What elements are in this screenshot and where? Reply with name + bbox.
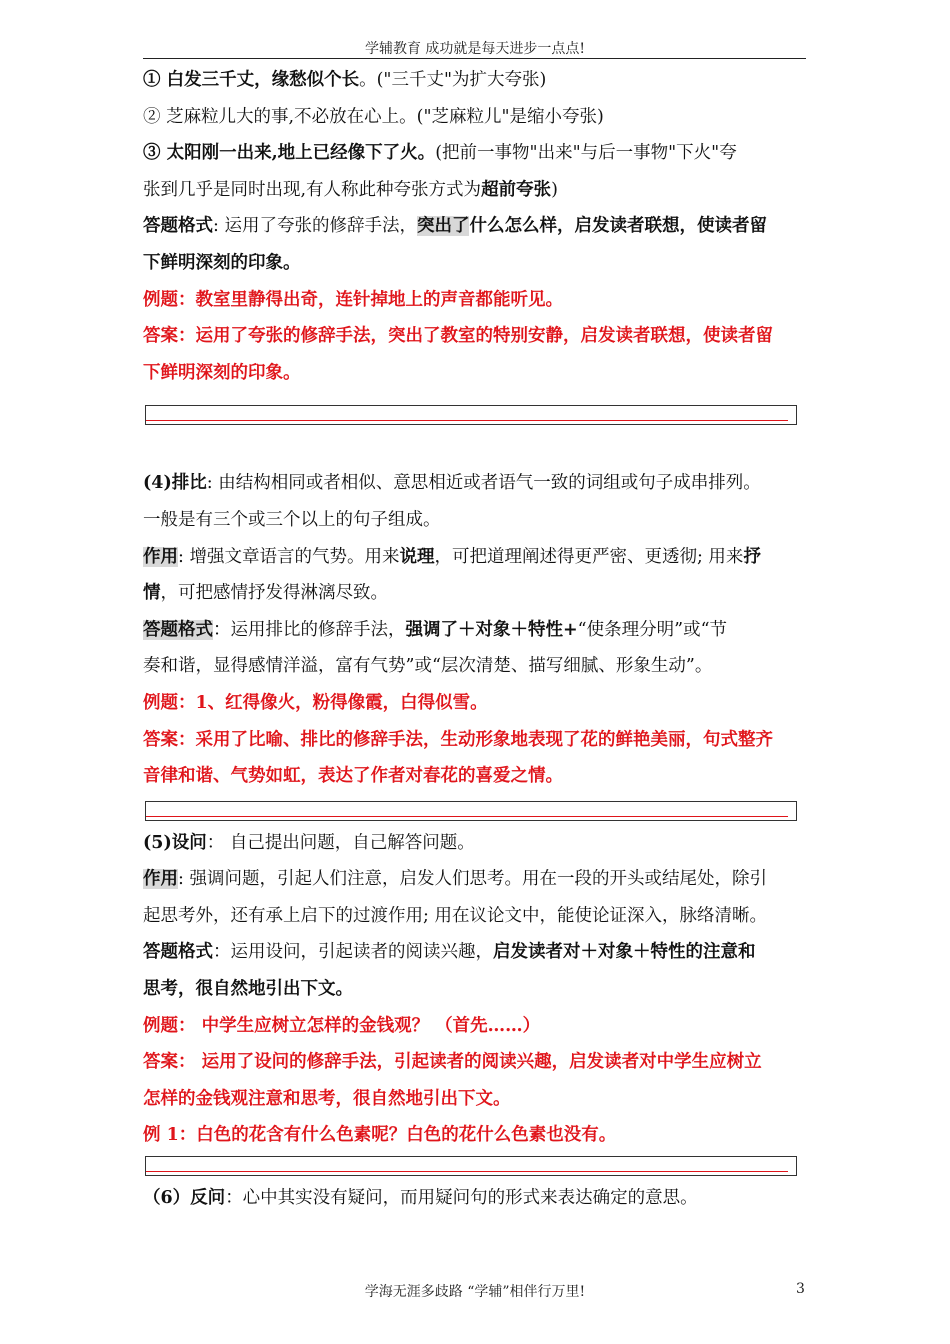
paibi-answer-format-cont: 奏和谐，显得感情洋溢，富有气势”或“层次清楚、描写细腻、形象生动”。 — [143, 656, 713, 677]
shewen-answer-format-cont: 思考，很自然地引出下文。 — [143, 979, 353, 1000]
shewen-effect: 作用: 强调问题，引起人们注意，启发人们思考。用在一段的开头或结尾处，除引 — [143, 869, 767, 890]
shewen-example-1: 例 1：白色的花含有什么色素呢？白色的花什么色素也没有。 — [143, 1125, 617, 1146]
answer-blank-box[interactable] — [145, 1156, 797, 1176]
paibi-answer-format: 答题格式：运用排比的修辞手法，强调了＋对象＋特性+“使条理分明”或“节 — [143, 619, 728, 640]
paibi-example-question: 例题：1、红得像火，粉得像霞，白得似雪。 — [143, 692, 488, 713]
kuazhang-example-2: ② 芝麻粒儿大的事,不必放在心上。("芝麻粒儿"是缩小夸张) — [143, 106, 604, 127]
paibi-definition-cont: 一般是有三个或三个以上的句子组成。 — [143, 509, 441, 530]
answer-blank-box[interactable] — [145, 801, 797, 821]
paibi-effect-cont: 情，可把感情抒发得淋漓尽致。 — [143, 583, 388, 604]
shewen-effect-cont: 起思考外，还有承上启下的过渡作用; 用在议论文中，能使论证深入，脉络清晰。 — [143, 905, 767, 926]
paibi-answer-line-2: 音律和谐、气势如虹，表达了作者对春花的喜爱之情。 — [143, 766, 563, 787]
paibi-definition: (4)排比: 由结构相同或者相似、意思相近或者语气一致的词组或句子成串排列。 — [143, 473, 761, 494]
kuazhang-answer-line-2: 下鲜明深刻的印象。 — [143, 362, 301, 383]
shewen-example-question: 例题： 中学生应树立怎样的金钱观？ （首先……） — [143, 1015, 541, 1036]
page-header: 学辅教育 成功就是每天进步一点点! — [364, 41, 586, 57]
shewen-answer-line-2: 怎样的金钱观注意和思考，很自然地引出下文。 — [143, 1088, 511, 1109]
header-rule — [143, 58, 806, 59]
kuazhang-answer-line-1: 答案：运用了夸张的修辞手法，突出了教室的特别安静，启发读者联想，使读者留 — [143, 326, 773, 347]
fanwen-definition: （6）反问：心中其实没有疑问，而用疑问句的形式来表达确定的意思。 — [143, 1188, 698, 1209]
shewen-answer-format: 答题格式：运用设问，引起读者的阅读兴趣，启发读者对＋对象＋特性的注意和 — [143, 942, 756, 963]
paibi-effect: 作用: 增强文章语言的气势。用来说理，可把道理阐述得更严密、更透彻; 用来抒 — [143, 546, 761, 567]
kuazhang-example-question: 例题：教室里静得出奇，连针掉地上的声音都能听见。 — [143, 289, 563, 310]
shewen-answer-line-1: 答案： 运用了设问的修辞手法，引起读者的阅读兴趣，启发读者对中学生应树立 — [143, 1052, 762, 1073]
shewen-definition: (5)设问： 自己提出问题，自己解答问题。 — [143, 832, 475, 853]
kuazhang-example-3: ③ 太阳刚一出来,地上已经像下了火。(把前一事物"出来"与后一事物"下火"夸 — [143, 143, 737, 164]
document-body — [143, 62, 808, 1217]
page-footer: 学海无涯多歧路 “学辅”相伴行万里! — [364, 1284, 586, 1300]
paibi-answer-line-1: 答案：采用了比喻、排比的修辞手法，生动形象地表现了花的鲜艳美丽，句式整齐 — [143, 729, 773, 750]
kuazhang-example-1: ① 白发三千丈，缘愁似个长。("三千丈"为扩大夸张) — [143, 70, 547, 90]
page-number: 3 — [796, 1281, 805, 1297]
answer-blank-box[interactable] — [145, 405, 797, 425]
kuazhang-example-3-cont: 张到几乎是同时出现,有人称此种夸张方式为超前夸张) — [143, 179, 558, 200]
kuazhang-answer-format: 答题格式: 运用了夸张的修辞手法，突出了什么怎么样，启发读者联想，使读者留 — [143, 216, 767, 237]
kuazhang-answer-format-cont: 下鲜明深刻的印象。 — [143, 252, 301, 273]
